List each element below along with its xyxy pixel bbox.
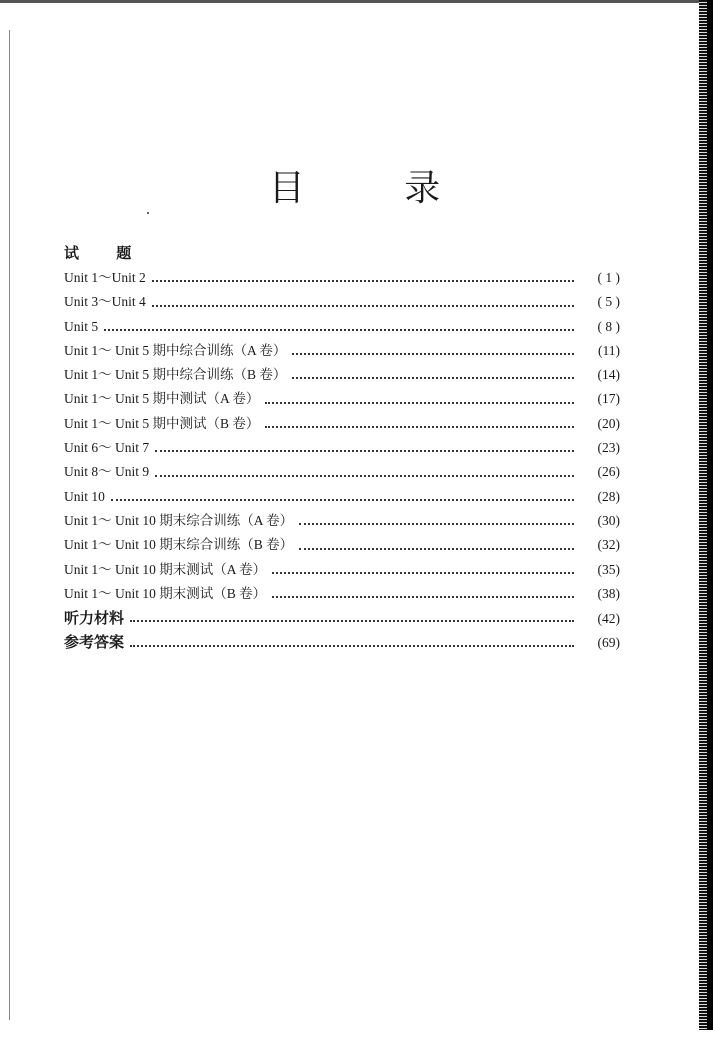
scan-speck	[147, 212, 149, 214]
scan-right-edge-solid	[707, 0, 713, 1030]
dot-leader	[130, 620, 574, 622]
toc-entry-page: (14)	[597, 367, 620, 383]
toc-entry[interactable]	[64, 339, 620, 363]
toc-entry[interactable]	[64, 485, 620, 509]
toc-entry-page: ( 8 )	[597, 318, 620, 334]
dot-leader	[272, 596, 574, 598]
toc-entry-page: (20)	[597, 415, 620, 431]
toc-entry-page: (23)	[597, 440, 620, 456]
toc-entry-page: (30)	[597, 512, 620, 528]
toc-entry-title: Unit 8～ Unit 9	[64, 464, 150, 480]
toc-entry-title: Unit 3～Unit 4	[64, 294, 146, 310]
toc-entry-page: (38)	[597, 585, 620, 601]
toc-entry[interactable]	[64, 412, 620, 436]
dot-leader	[155, 450, 574, 452]
toc-entry-page: (26)	[597, 464, 620, 480]
toc-entry-title: Unit 1～ Unit 5 期中综合训练（B 卷）	[64, 367, 287, 383]
section-heading: 试 题	[64, 244, 148, 262]
toc-entry[interactable]	[64, 363, 620, 387]
toc-entry[interactable]	[64, 290, 620, 314]
toc-entry[interactable]	[64, 558, 620, 582]
toc-entry-title: Unit 1～ Unit 5 期中测试（A 卷）	[64, 391, 260, 407]
toc-entry-title: Unit 1～Unit 2	[64, 270, 146, 285]
toc-entry-title: Unit 5	[64, 318, 99, 334]
page-title: 目 录	[268, 168, 485, 209]
toc-entry-title: Unit 1～ Unit 5 期中综合训练（A 卷）	[64, 342, 287, 358]
toc-entry-title: Unit 10	[64, 488, 105, 504]
toc-entry[interactable]	[64, 266, 620, 290]
toc-entry-title: Unit 1～ Unit 5 期中测试（B 卷）	[64, 415, 260, 431]
toc-entry-title: Unit 1～ Unit 10 期末综合训练（A 卷）	[64, 512, 294, 528]
toc-entry-title: Unit 1～ Unit 10 期末测试（A 卷）	[64, 561, 267, 577]
dot-leader	[272, 572, 574, 574]
toc-entry-page: (11)	[598, 342, 620, 358]
dot-leader	[299, 548, 574, 550]
toc-entry-title: Unit 1～ Unit 10 期末测试（B 卷）	[64, 585, 267, 601]
toc-entry-page: (42)	[597, 611, 620, 627]
toc-entry-page: (35)	[597, 561, 620, 577]
toc-entry[interactable]	[64, 533, 620, 557]
toc-entry[interactable]	[64, 460, 620, 484]
dot-leader	[104, 329, 574, 331]
toc-entry[interactable]	[64, 509, 620, 533]
toc-entry-page: ( 5 )	[597, 294, 620, 310]
table-of-contents	[64, 242, 620, 655]
dot-leader	[155, 475, 574, 477]
toc-entry[interactable]	[64, 387, 620, 411]
dot-leader	[111, 499, 574, 501]
scan-top-edge	[0, 0, 700, 3]
dot-leader	[152, 280, 574, 282]
toc-entry-title: 听力材料	[64, 609, 125, 628]
toc-entry[interactable]	[64, 582, 620, 606]
dot-leader	[265, 402, 574, 404]
toc-entry-page: (69)	[597, 635, 620, 651]
toc-entry[interactable]	[64, 436, 620, 460]
toc-entry[interactable]	[64, 606, 620, 630]
toc-entry[interactable]	[64, 630, 620, 654]
toc-entry-page: ( 1 )	[597, 270, 620, 285]
toc-entry[interactable]	[64, 315, 620, 339]
toc-entry-title: Unit 6～ Unit 7	[64, 440, 150, 456]
dot-leader	[265, 426, 574, 428]
dot-leader	[130, 645, 574, 647]
dot-leader	[292, 353, 574, 355]
toc-entry-page: (32)	[597, 537, 620, 553]
toc-entry-title: 参考答案	[64, 633, 125, 652]
dot-leader	[299, 523, 574, 525]
dot-leader	[152, 305, 574, 307]
toc-entry-page: (28)	[597, 488, 620, 504]
dot-leader	[292, 377, 574, 379]
toc-entry-page: (17)	[597, 391, 620, 407]
toc-entry-title: Unit 1～ Unit 10 期末综合训练（B 卷）	[64, 537, 294, 553]
